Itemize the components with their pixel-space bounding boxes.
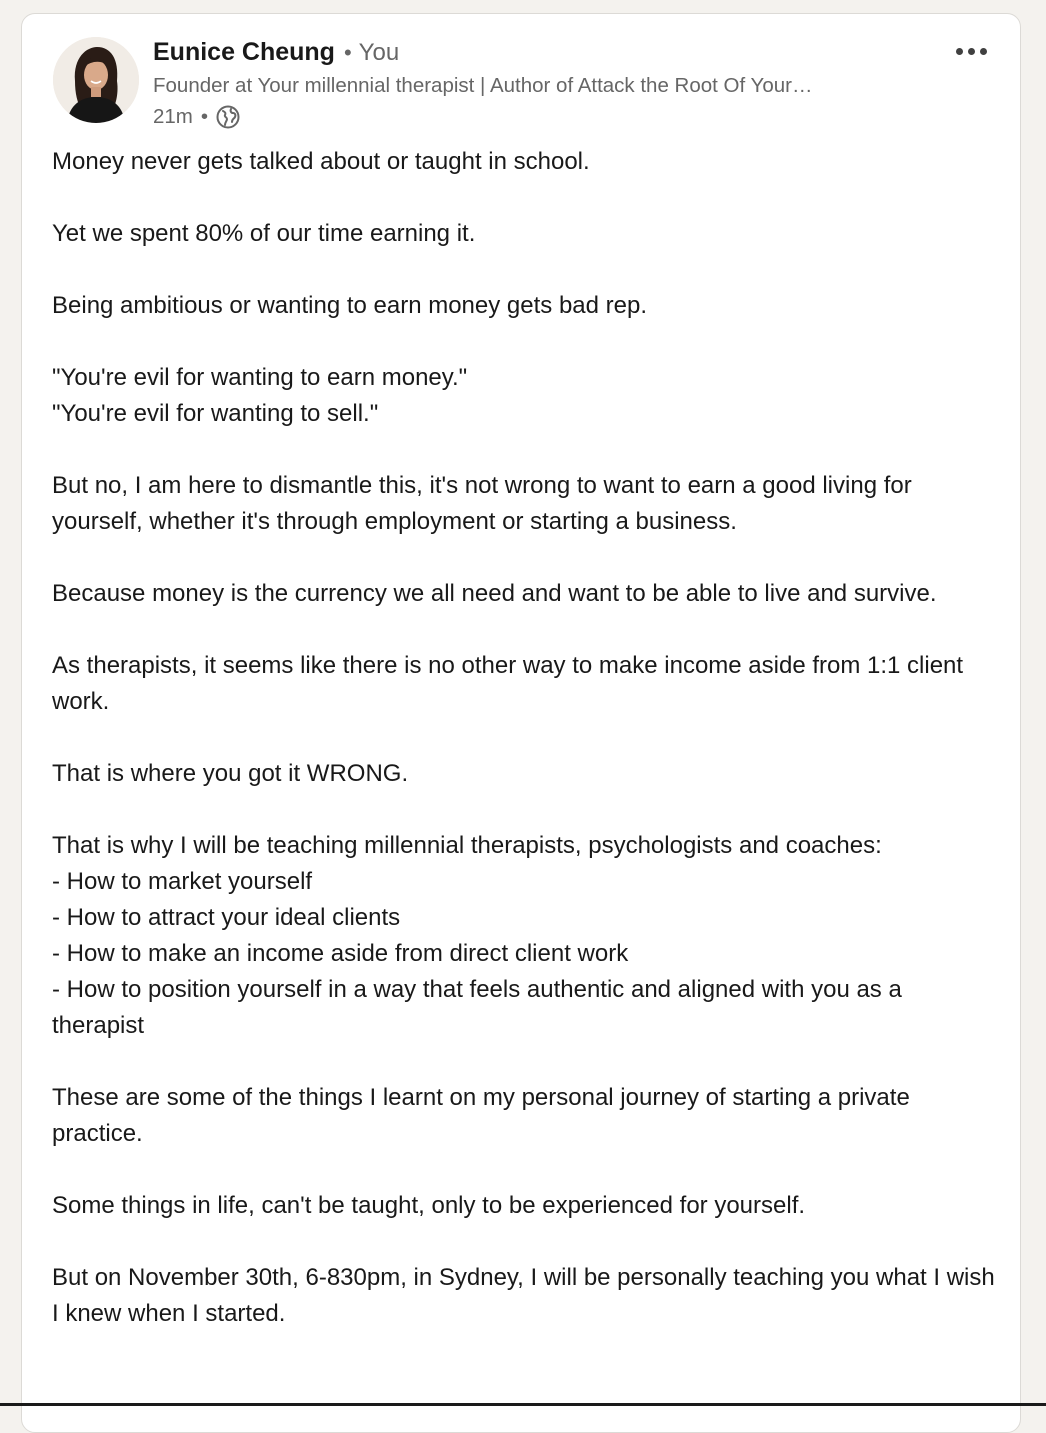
post-line: Yet we spent 80% of our time earning it.: [52, 220, 476, 247]
post-line: Some things in life, can't be taught, only to be experienced for yourself.: [52, 1192, 806, 1219]
relation-label: You: [358, 39, 400, 66]
post-line: As therapists, it seems like there is no other way to make income aside from 1:1 client work.: [52, 652, 964, 715]
post-line: "You're evil for wanting to sell.": [52, 400, 379, 427]
post-paragraph: [52, 468, 997, 540]
post-paragraph: [52, 1080, 997, 1152]
post-meta: [153, 102, 240, 132]
post-line: Money never gets talked about or taught in school.: [52, 148, 590, 175]
post-body: [52, 144, 997, 1368]
author-avatar[interactable]: [53, 37, 139, 123]
more-dot: [956, 48, 963, 55]
post-line: - How to attract your ideal clients: [52, 904, 401, 931]
avatar-portrait-icon: [53, 37, 139, 123]
more-dot: [968, 48, 975, 55]
author-name[interactable]: Eunice Cheung: [153, 38, 335, 66]
post-line: - How to market yourself: [52, 868, 313, 895]
author-headline: Founder at Your millennial therapist | Author of Attack the Root Of Your…: [153, 74, 813, 97]
more-options-button[interactable]: [948, 38, 994, 64]
post-paragraph: [52, 576, 997, 612]
post-paragraph: [52, 828, 997, 1044]
post-paragraph: [52, 1260, 997, 1332]
post-line: - How to position yourself in a way that feels authentic and aligned with you as a therapist: [52, 976, 902, 1039]
post-paragraph: [52, 360, 997, 432]
post-line: Because money is the currency we all need and want to be able to live and survive.: [52, 580, 937, 607]
separator-dot: •: [200, 105, 209, 128]
post-paragraph: [52, 648, 997, 720]
author-name-row: [153, 38, 399, 72]
post-card: [21, 13, 1021, 1433]
post-line: But on November 30th, 6-830pm, in Sydney, I will be personally teaching you what I wish I knew when I started.: [52, 1264, 995, 1327]
globe-icon[interactable]: [216, 105, 240, 129]
post-line: Being ambitious or wanting to earn money gets bad rep.: [52, 292, 648, 319]
post-line: That is where you got it WRONG.: [52, 760, 409, 787]
post-line: These are some of the things I learnt on my personal journey of starting a private practice.: [52, 1084, 910, 1147]
post-paragraph: [52, 1188, 997, 1224]
post-time: 21m: [153, 105, 193, 128]
post-line: But no, I am here to dismantle this, it's not wrong to want to earn a good living for yourself, whether it's through employment or starting a business.: [52, 472, 912, 535]
post-line: - How to make an income aside from direct client work: [52, 940, 629, 967]
post-line: "You're evil for wanting to earn money.": [52, 364, 468, 391]
post-line: That is why I will be teaching millennial therapists, psychologists and coaches:: [52, 832, 882, 859]
separator-dot: •: [343, 40, 352, 65]
post-paragraph: [52, 288, 997, 324]
post-paragraph: [52, 144, 997, 180]
more-dot: [980, 48, 987, 55]
post-paragraph: [52, 216, 997, 252]
post-paragraph: [52, 756, 997, 792]
